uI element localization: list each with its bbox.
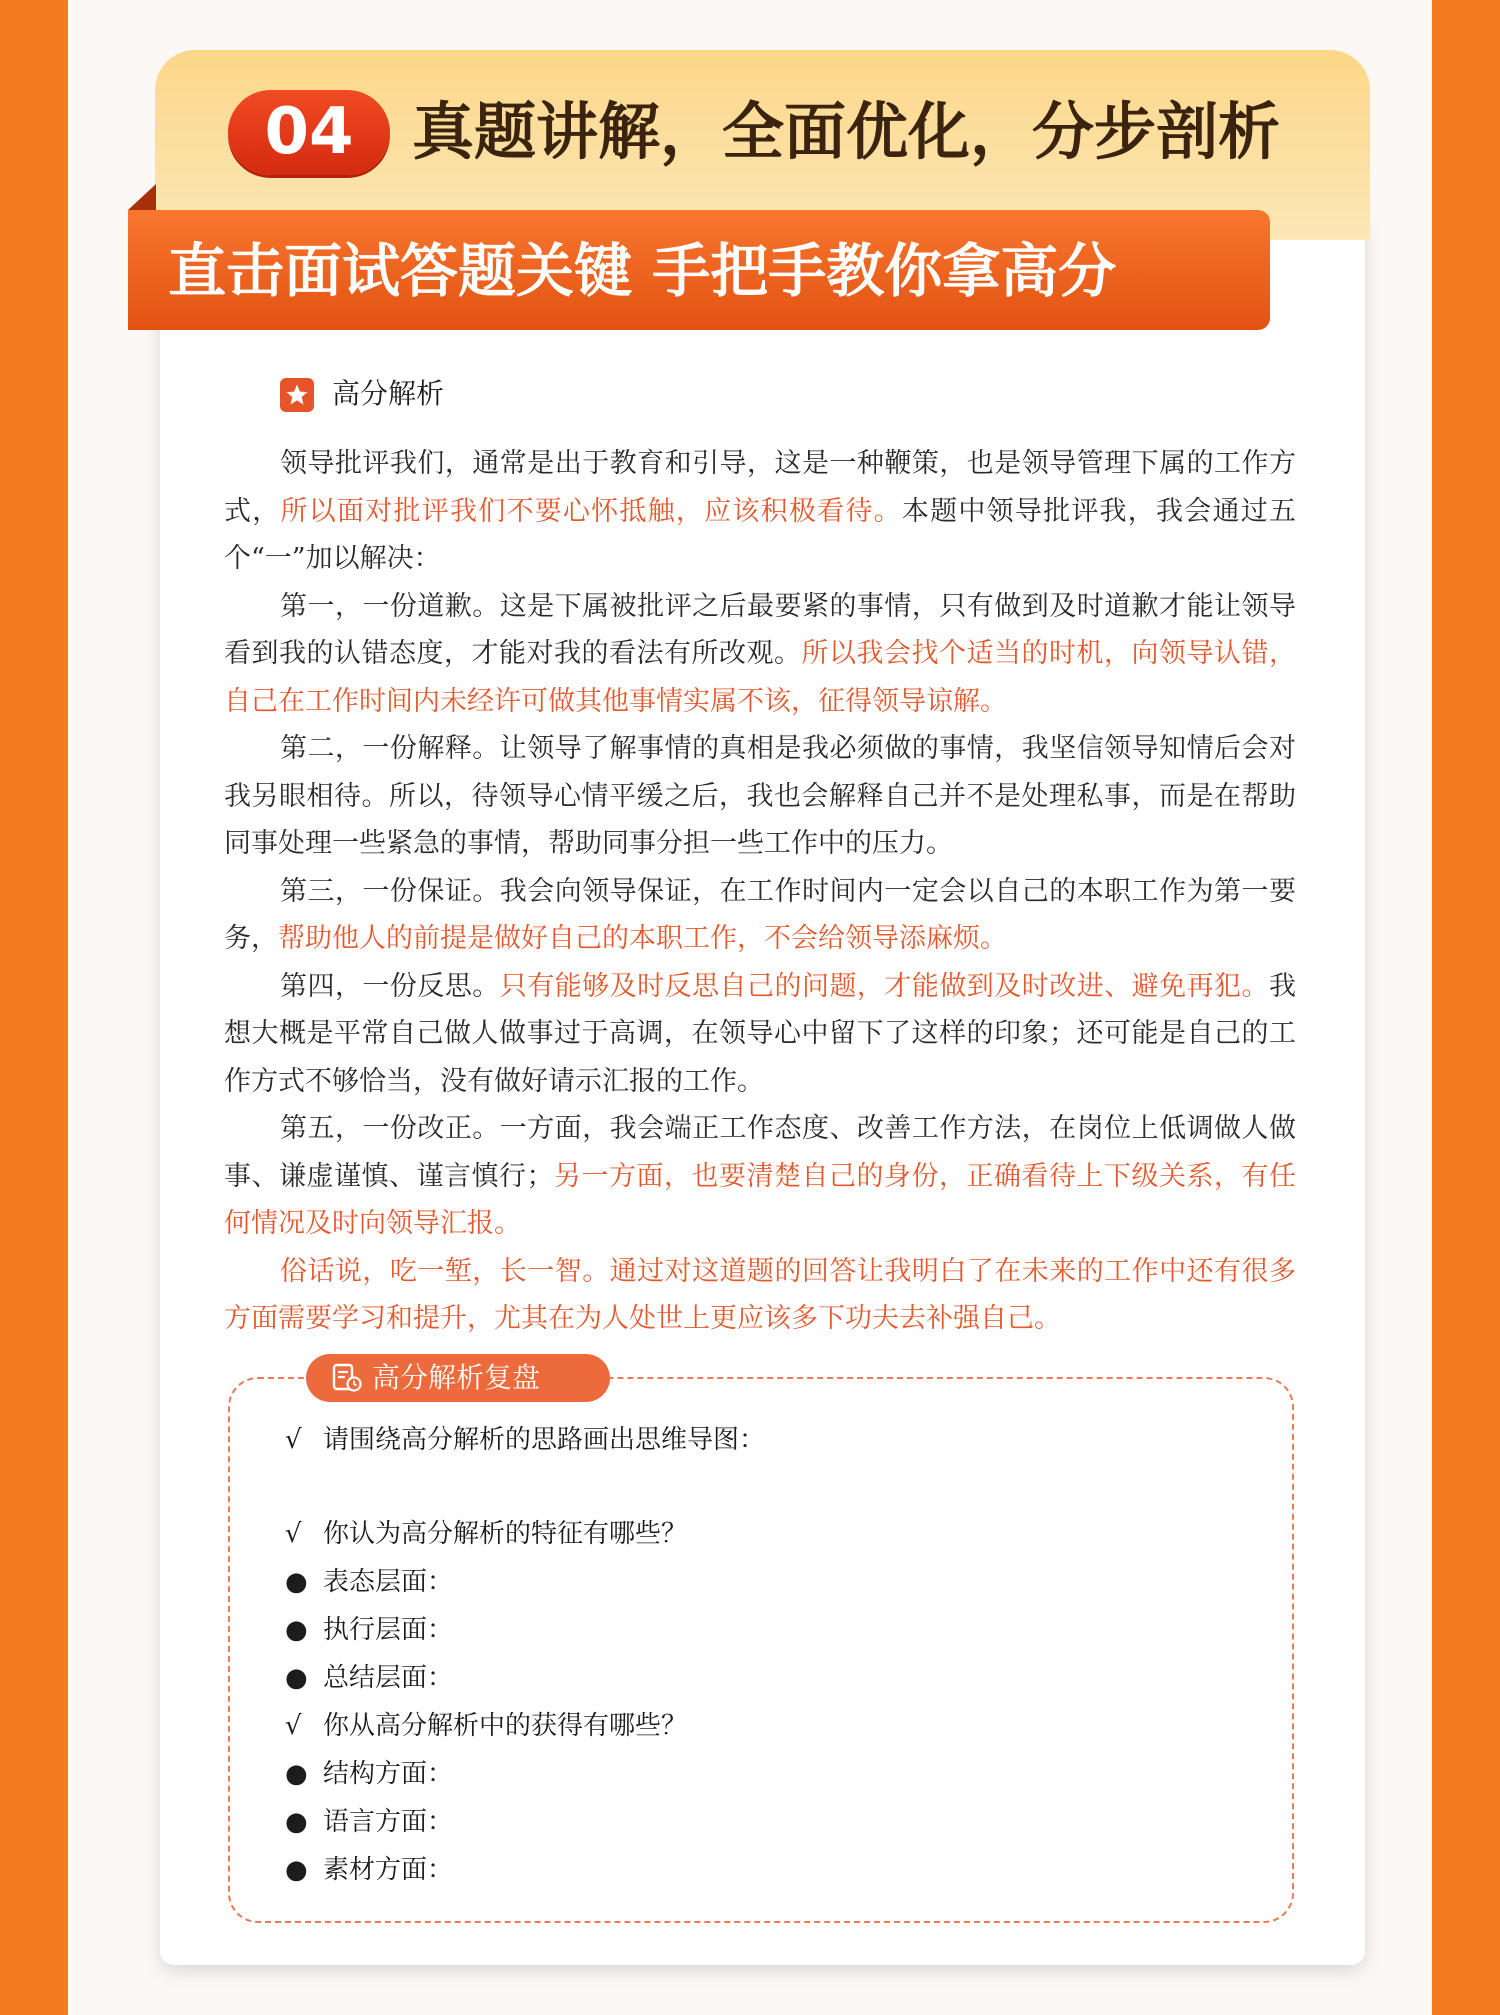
answer-body bbox=[224, 440, 1296, 1343]
paragraph: 第三，一份保证。我会向领导保证，在工作时间内一定会以自己的本职工作为第一要务，帮助他人的前提是做好自己的本职工作，不会给领导添麻烦。 bbox=[224, 875, 1296, 954]
review-item: ● 总结层面： bbox=[285, 1663, 454, 1693]
section-number-badge: 04 bbox=[228, 90, 390, 175]
review-item: ● 语言方面： bbox=[285, 1807, 454, 1837]
review-title: 高分解析复盘 bbox=[372, 1361, 541, 1394]
review-item: ● 素材方面： bbox=[285, 1855, 454, 1885]
review-item: √ 你从高分解析中的获得有哪些？ bbox=[285, 1711, 688, 1741]
review-item: √ 请围绕高分解析的思路画出思维导图： bbox=[285, 1425, 766, 1455]
paragraph: 领导批评我们，通常是出于教育和引导，这是一种鞭策，也是领导管理下属的工作方式，所以面对批评我们不要心怀抵触，应该积极看待。本题中领导批评我，我会通过五个“一”加以解决： bbox=[224, 448, 1297, 574]
paragraph: 俗话说，吃一堑，长一智。通过对这道题的回答让我明白了在未来的工作中还有很多方面需要学习和提升，尤其在为人处世上更应该多下功夫去补强自己。 bbox=[224, 1255, 1296, 1334]
paragraph: 第一，一份道歉。这是下属被批评之后最要紧的事情，只有做到及时道歉才能让领导看到我的认错态度，才能对我的看法有所改观。所以我会找个适当的时机，向领导认错，自己在工作时间内未经许可做其他事情实属不该，征得领导谅解。 bbox=[224, 590, 1296, 717]
subtitle-text: 直击面试答题关键 手把手教你拿高分 bbox=[168, 237, 1117, 305]
right-orange-border bbox=[1432, 0, 1500, 2015]
review-item: ● 结构方面： bbox=[285, 1759, 454, 1789]
section-title: 高分解析 bbox=[332, 377, 445, 410]
star-icon bbox=[280, 378, 314, 412]
left-orange-border bbox=[0, 0, 68, 2015]
review-doc-icon bbox=[332, 1363, 364, 1393]
paragraph: 第五，一份改正。一方面，我会端正工作态度、改善工作方法，在岗位上低调做人做事、谦虚谨慎、谨言慎行；另一方面，也要清楚自己的身份，正确看待上下级关系，有任何情况及时向领导汇报。 bbox=[224, 1113, 1296, 1239]
review-item: ● 表态层面： bbox=[285, 1567, 454, 1597]
paragraph: 第二，一份解释。让领导了解事情的真相是我必须做的事情，我坚信领导知情后会对我另眼相待。所以，待领导心情平缓之后，我也会解释自己并不是处理私事，而是在帮助同事处理一些紧急的事情，帮助同事分担一些工作中的压力。 bbox=[224, 733, 1296, 859]
ribbon-fold bbox=[128, 184, 156, 210]
review-tab bbox=[306, 1354, 610, 1402]
page-title: 真题讲解，全面优化，分步剖析 bbox=[412, 95, 1281, 168]
review-item: ● 执行层面： bbox=[285, 1615, 454, 1645]
paragraph: 第四，一份反思。只有能够及时反思自己的问题，才能做到及时改进、避免再犯。我想大概是平常自己做人做事过于高调，在领导心中留下了这样的印象；还可能是自己的工作方式不够恰当，没有做好请示汇报的工作。 bbox=[224, 970, 1297, 1097]
review-item: √ 你认为高分解析的特征有哪些？ bbox=[285, 1519, 688, 1549]
